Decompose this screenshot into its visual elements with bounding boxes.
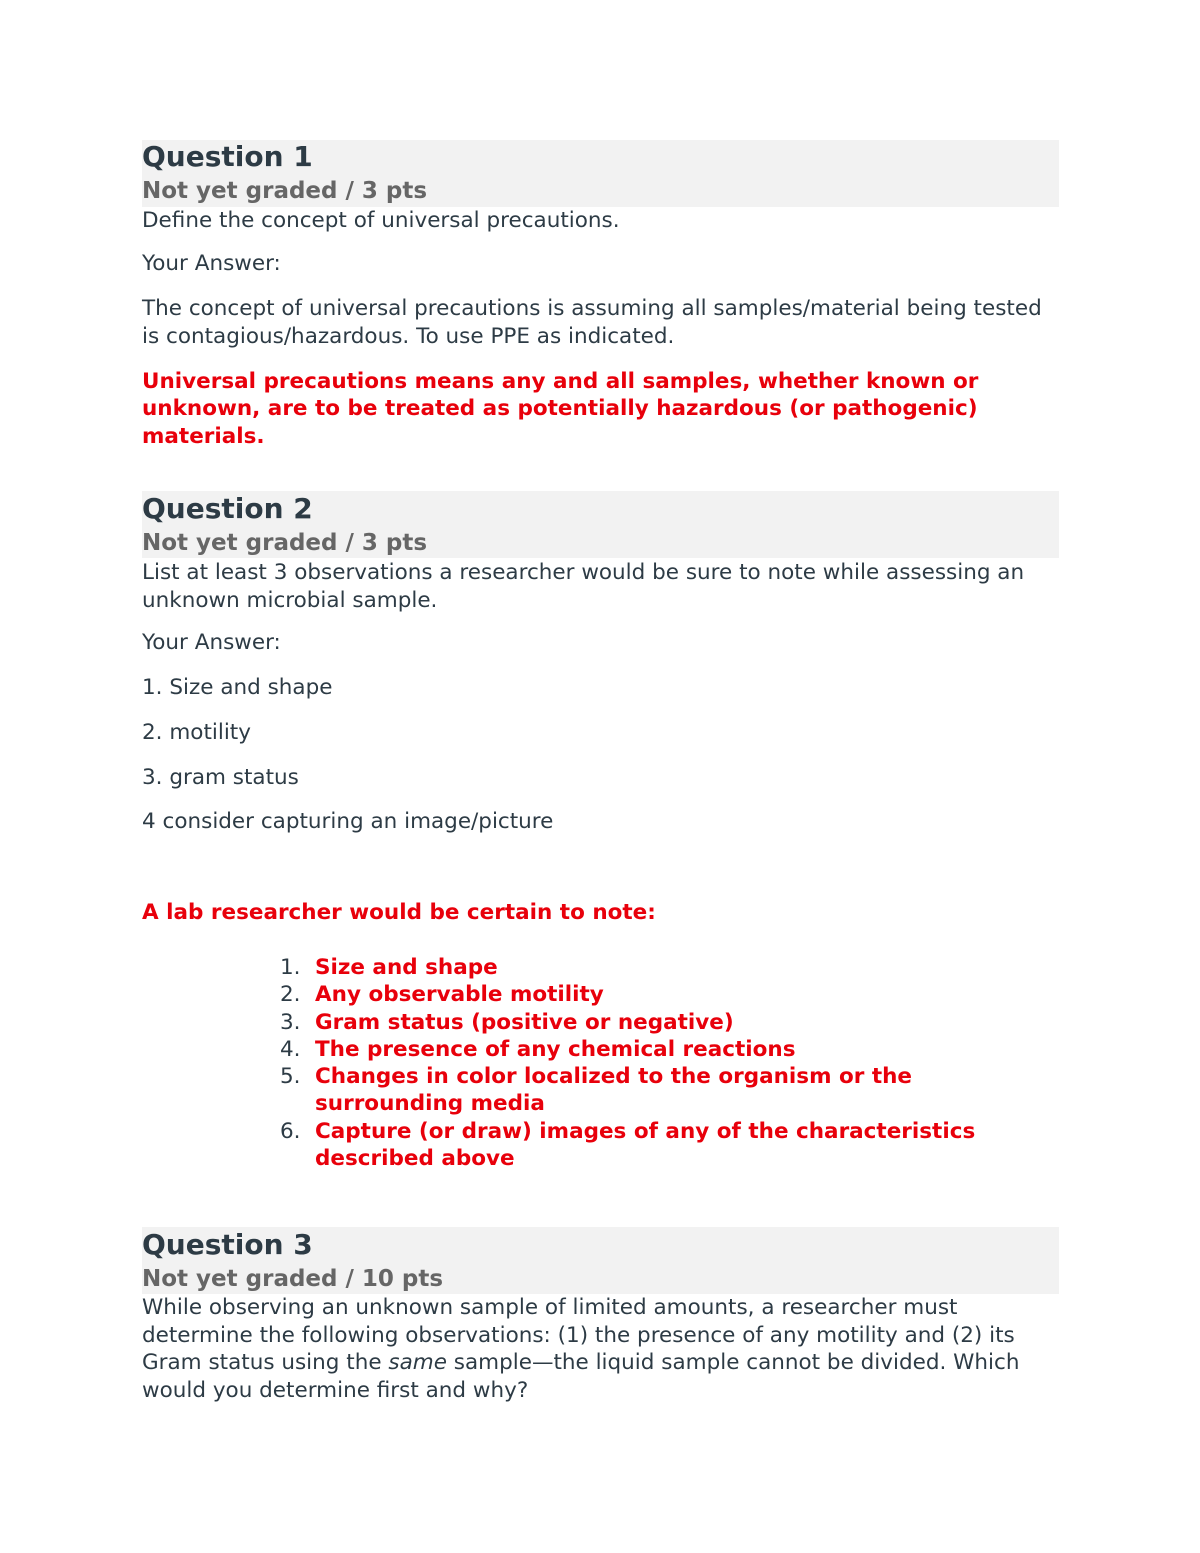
question-3-prompt-emphasis: same [388,1350,447,1375]
feedback-list-number: 6. [280,1118,301,1144]
question-2-answer-line: 4 consider capturing an image/picture [142,809,554,834]
feedback-list-text: The presence of any chemical reactions [315,1036,796,1062]
question-3-prompt-part-2: sample—the liquid sample cannot be divided. Which would you determine first and why? [142,1350,1020,1403]
feedback-list-item [142,1036,1059,1063]
question-2-feedback-intro: A lab researcher would be certain to note: [142,900,656,925]
question-2-answer-line: 2. motility [142,720,251,745]
feedback-list-item [142,954,1059,981]
question-1-title: Question 1 [142,140,313,173]
feedback-list-text: Gram status (positive or negative) [315,1009,734,1035]
feedback-list-text: Size and shape [315,955,498,980]
question-2-prompt: List at least 3 observations a researcher would be sure to note while assessing an unknown microbial sample. [142,560,1025,613]
question-1-grade: Not yet graded / 3 pts [142,178,428,204]
question-3-title: Question 3 [142,1228,313,1261]
question-2-answer-label: Your Answer: [142,630,281,655]
question-3-prompt-part-1: While observing an unknown sample of limited amounts, a researcher must determine the following observations: (1) the presence of any motility and (2) its Gram status using the [142,1295,1015,1375]
question-3-grade: Not yet graded / 10 pts [142,1266,444,1292]
question-2-feedback-list [142,954,1059,1172]
question-2-grade: Not yet graded / 3 pts [142,530,428,556]
feedback-list-text: Changes in color localized to the organism or the surrounding media [315,1064,913,1117]
feedback-list-text: Capture (or draw) images of any of the characteristics described above [315,1118,976,1172]
question-2-title: Question 2 [142,492,313,525]
feedback-list-number: 5. [280,1064,301,1090]
feedback-list-item [142,1063,1059,1118]
feedback-list-number: 4. [280,1036,301,1062]
feedback-list-number: 2. [280,982,301,1008]
question-1-answer-label: Your Answer: [142,251,281,276]
question-2-answer-line: 1. Size and shape [142,675,333,700]
feedback-list-item [142,981,1059,1008]
question-1-prompt: Define the concept of universal precautions. [142,208,620,233]
feedback-list-text: Any observable motility [315,982,604,1008]
feedback-list-item [142,1009,1059,1036]
feedback-list-number: 3. [280,1009,301,1035]
question-1-feedback: Universal precautions means any and all samples, whether known or unknown, are to be treated as potentially hazardous (or pathogenic) materials. [142,369,979,449]
feedback-list-number: 1. [280,955,301,980]
question-1-answer: The concept of universal precautions is assuming all samples/material being tested is contagious/hazardous. To use PPE as indicated. [142,296,1042,349]
feedback-list-item [142,1118,1059,1173]
question-3-prompt [142,1294,1059,1404]
question-2-answer-line: 3. gram status [142,765,299,790]
